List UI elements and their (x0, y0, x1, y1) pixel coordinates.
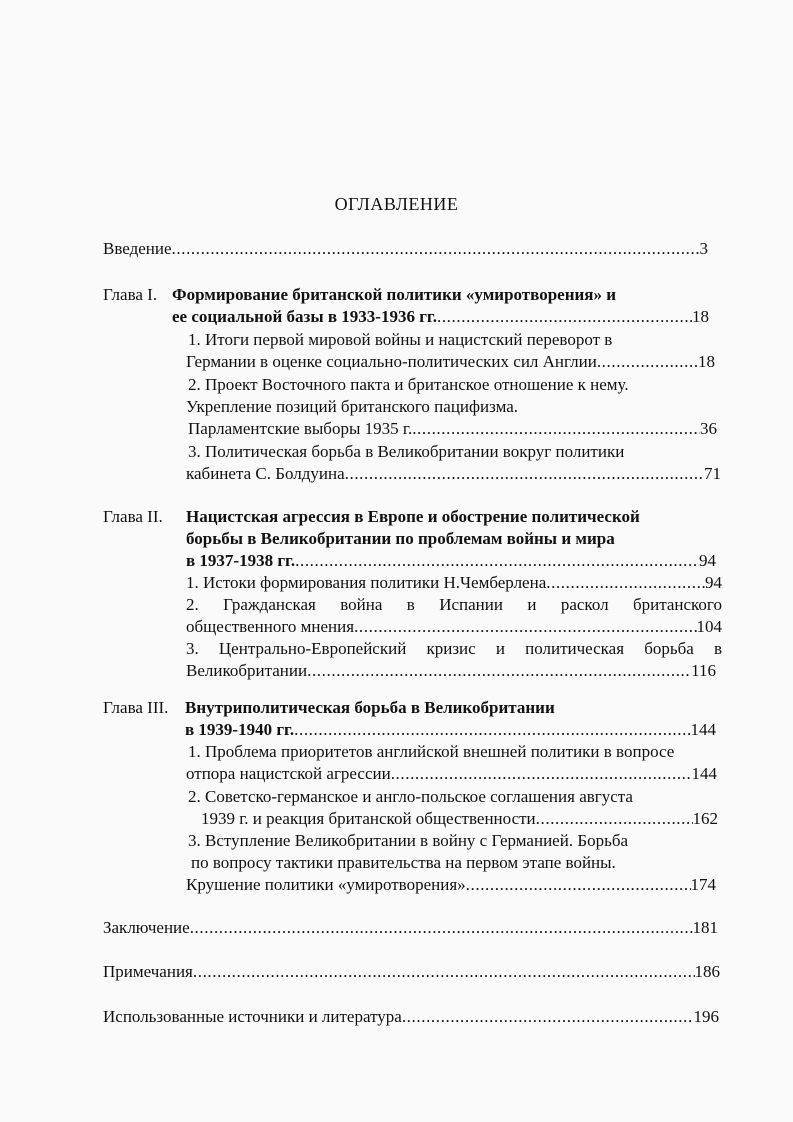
toc-page: 71 (704, 464, 721, 483)
toc-page: 18 (698, 352, 715, 371)
toc-page: 144 (691, 764, 717, 783)
word: 3. (186, 639, 199, 658)
chapter-3-heading-line-1: Внутриполитическая борьба в Великобритании (185, 698, 555, 717)
toc-page: 94 (705, 573, 722, 592)
word: и (527, 595, 537, 614)
leader-dots (466, 874, 691, 896)
chapter-1-heading-line-2 (172, 306, 709, 328)
toc-page: 162 (692, 809, 718, 828)
chapter-2-heading-line-1: Нацистская агрессия в Европе и обострение политической (186, 507, 640, 526)
section-3-2-line-1: 2. Советско-германское и англо-польское соглашения августа (188, 787, 633, 806)
toc-label: Примечания (103, 962, 193, 981)
toc-label: в 1937-1938 гг. (186, 551, 296, 570)
section-3-3-line-2: по вопросу тактики правительства на первом этапе войны. (191, 853, 616, 872)
leader-dots (402, 1006, 694, 1028)
section-1-1-line-1: 1. Итоги первой мировой войны и нацистский переворот в (188, 330, 613, 349)
toc-page: 3 (699, 239, 708, 258)
toc-page: 144 (690, 720, 716, 739)
chapter-2-heading-line-2: борьбы в Великобритании по проблемам войны и мира (186, 529, 615, 548)
section-3-2-line-2 (201, 808, 718, 830)
toc-page: 186 (694, 962, 720, 981)
word: Центрально-Европейский (218, 639, 407, 658)
word: Гражданская (223, 595, 316, 614)
chapter-1-prefix: Глава I. (103, 285, 158, 304)
section-2-3-line-1 (186, 638, 722, 660)
chapter-2-prefix: Глава II. (103, 507, 163, 526)
chapter-3-heading-line-2 (185, 719, 716, 741)
section-2-3-line-2 (186, 660, 716, 682)
section-3-1-line-2 (186, 763, 717, 785)
chapter-1-heading-line-1: Формирование британской политики «умиротворения» и (172, 285, 617, 304)
leader-dots (546, 572, 705, 594)
section-3-1-line-1: 1. Проблема приоритетов английской внешней политики в вопросе (188, 742, 675, 761)
word: британского (632, 595, 722, 614)
leader-dots (172, 238, 700, 260)
toc-label: Германии в оценке социально-политических сил Англии (186, 352, 597, 371)
chapter-2-heading-line-3 (186, 550, 716, 572)
toc-label: Заключение (103, 918, 190, 937)
toc-label: Крушение политики «умиротворения» (186, 875, 466, 894)
section-3-3-line-3 (186, 874, 716, 896)
toc-page: 104 (696, 617, 722, 636)
leader-dots (294, 719, 690, 741)
leader-dots (391, 763, 692, 785)
word: 2. (186, 595, 199, 614)
section-1-2-line-1: 2. Проект Восточного пакта и британское отношение к нему. (188, 375, 629, 394)
toc-page: 181 (692, 918, 718, 937)
section-1-3-line-2 (186, 463, 721, 485)
toc-label: общественного мнения (186, 617, 355, 636)
toc-label: Парламентские выборы 1935 г. (188, 419, 413, 438)
leader-dots (345, 463, 704, 485)
leader-dots (307, 660, 691, 682)
word: борьба (644, 639, 694, 658)
toc-label: Использованные источники и литература (103, 1007, 402, 1026)
section-1-1-line-2 (186, 351, 715, 373)
leader-dots (437, 306, 692, 328)
leader-dots (536, 808, 693, 830)
toc-page: 116 (691, 661, 716, 680)
toc-entry-sources (103, 1006, 719, 1028)
section-2-1 (186, 572, 722, 594)
toc-page: 36 (700, 419, 717, 438)
toc-page: 174 (690, 875, 716, 894)
toc-entry-notes (103, 961, 720, 983)
section-2-2-line-1 (186, 594, 722, 616)
toc-label: в 1939-1940 гг. (185, 720, 295, 739)
toc-label: 1. Истоки формирования политики Н.Чемберлена (186, 573, 547, 592)
toc-page: 18 (692, 307, 709, 326)
section-2-2-line-2 (186, 616, 722, 638)
leader-dots (412, 418, 700, 440)
toc-label: отпора нацистской агрессии (186, 764, 391, 783)
section-1-3-line-1: 3. Политическая борьба в Великобритании вокруг политики (188, 442, 625, 461)
word: Испании (439, 595, 503, 614)
leader-dots (597, 351, 698, 373)
word: и (495, 639, 505, 658)
chapter-3-prefix: Глава III. (103, 698, 169, 717)
leader-dots (354, 616, 696, 638)
section-1-2-line-2: Укрепление позиций британского пацифизма. (186, 397, 519, 416)
word: в (406, 595, 415, 614)
word: политическая (525, 639, 625, 658)
toc-label: Введение (103, 239, 172, 258)
word: война (340, 595, 383, 614)
section-1-2-line-3 (188, 418, 717, 440)
toc-label: 1939 г. и реакция британской общественности (201, 809, 536, 828)
word: раскол (560, 595, 609, 614)
word: в (713, 639, 722, 658)
toc-page: 196 (693, 1007, 719, 1026)
toc-entry-intro (103, 238, 708, 260)
word: кризис (426, 639, 476, 658)
leader-dots (193, 961, 695, 983)
section-3-3-line-1: 3. Вступление Великобритании в войну с Германией. Борьба (188, 831, 629, 850)
toc-label: кабинета С. Болдуина (186, 464, 345, 483)
page-title: ОГЛАВЛЕНИЕ (334, 194, 459, 214)
toc-page: 94 (699, 551, 716, 570)
toc-entry-conclusion (103, 917, 718, 939)
leader-dots (295, 550, 699, 572)
toc-label: Великобритании (186, 661, 308, 680)
leader-dots (190, 917, 693, 939)
toc-label: ее социальной базы в 1933-1936 гг. (172, 307, 437, 326)
